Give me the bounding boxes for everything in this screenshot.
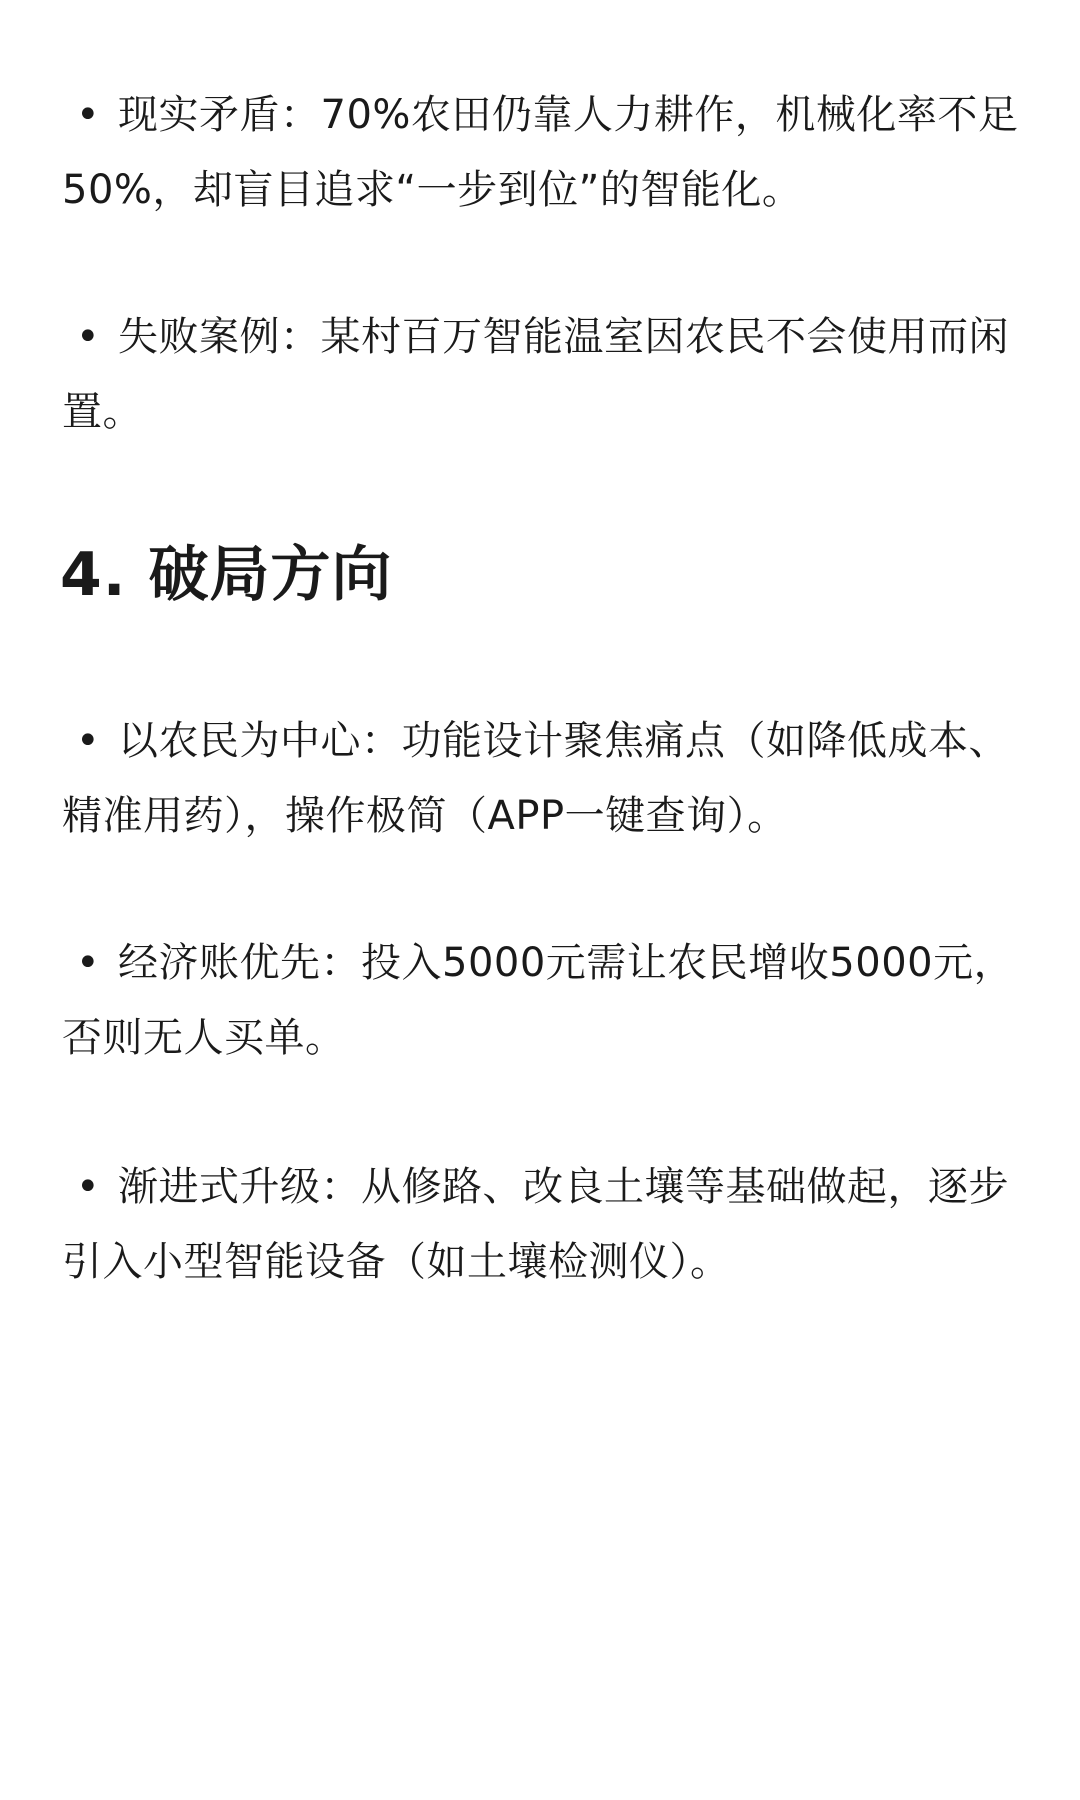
list-item [62,704,1022,854]
list-item-text: 渐进式升级：从修路、改良土壤等基础做起，逐步引入小型智能设备（如土壤检测仪）。 [62,1164,1009,1285]
bullet-dot: • [76,92,101,138]
list-item [62,78,1022,228]
bullet-dot: • [76,940,101,986]
bullet-dot: • [76,314,101,360]
list-item-text: 失败案例：某村百万智能温室因农民不会使用而闲置。 [62,314,1009,435]
bullet-dot: • [76,718,101,764]
list-item-text: 经济账优先：投入5000元需让农民增收5000元，否则无人买单。 [62,940,1015,1061]
list-item [62,926,1022,1076]
bullet-dot: • [76,1164,101,1210]
list-item [62,1150,1022,1300]
list-item-text: 现实矛盾：70%农田仍靠人力耕作，机械化率不足50%，却盲目追求“一步到位”的智能化。 [62,92,1019,213]
section-heading: 4. 破局方向 [60,540,393,610]
list-item [62,300,1022,450]
list-item-text: 以农民为中心：功能设计聚焦痛点（如降低成本、精准用药），操作极简（APP一键查询）。 [62,718,1009,839]
